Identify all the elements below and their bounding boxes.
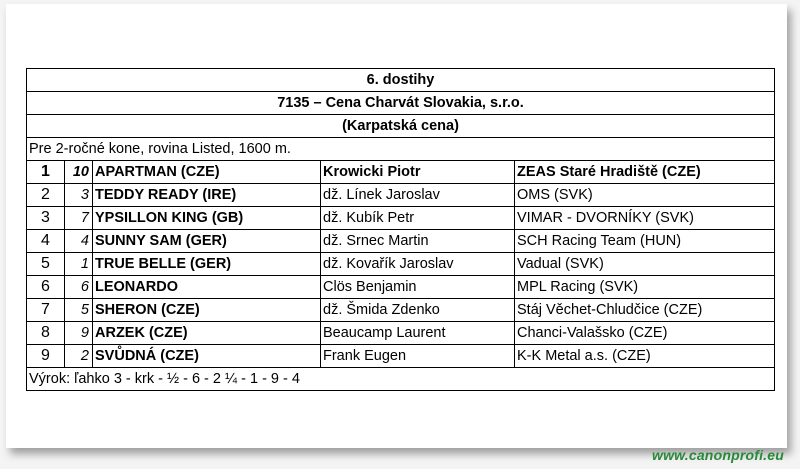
jockey-cell: Clös Benjamin bbox=[321, 276, 515, 299]
jockey-cell: dž. Kovařík Jaroslav bbox=[321, 253, 515, 276]
result-row bbox=[27, 184, 775, 207]
result-row bbox=[27, 253, 775, 276]
start-number-cell: 1 bbox=[65, 253, 93, 276]
owner-cell: Chanci-Valašsko (CZE) bbox=[515, 322, 775, 345]
race-number-title: 6. dostihy bbox=[27, 69, 775, 92]
result-row bbox=[27, 207, 775, 230]
owner-cell: ZEAS Staré Hradiště (CZE) bbox=[515, 161, 775, 184]
place-cell: 9 bbox=[27, 345, 65, 368]
start-number-cell: 5 bbox=[65, 299, 93, 322]
place-cell: 8 bbox=[27, 322, 65, 345]
jockey-cell: Krowicki Piotr bbox=[321, 161, 515, 184]
place-cell: 4 bbox=[27, 230, 65, 253]
result-row bbox=[27, 161, 775, 184]
horse-cell: SVŮDNÁ (CZE) bbox=[93, 345, 321, 368]
race-number-row bbox=[27, 69, 775, 92]
jockey-cell: Frank Eugen bbox=[321, 345, 515, 368]
start-number-cell: 3 bbox=[65, 184, 93, 207]
owner-cell: VIMAR - DVORNÍKY (SVK) bbox=[515, 207, 775, 230]
race-conditions-row bbox=[27, 138, 775, 161]
result-row bbox=[27, 322, 775, 345]
start-number-cell: 2 bbox=[65, 345, 93, 368]
owner-cell: Vadual (SVK) bbox=[515, 253, 775, 276]
document-sheet bbox=[6, 4, 787, 448]
owner-cell: SCH Racing Team (HUN) bbox=[515, 230, 775, 253]
result-row bbox=[27, 230, 775, 253]
jockey-cell: dž. Šmida Zdenko bbox=[321, 299, 515, 322]
place-cell: 6 bbox=[27, 276, 65, 299]
horse-cell: APARTMAN (CZE) bbox=[93, 161, 321, 184]
owner-cell: K-K Metal a.s. (CZE) bbox=[515, 345, 775, 368]
jockey-cell: dž. Srnec Martin bbox=[321, 230, 515, 253]
result-row bbox=[27, 299, 775, 322]
result-row bbox=[27, 345, 775, 368]
place-cell: 2 bbox=[27, 184, 65, 207]
race-conditions: Pre 2-ročné kone, rovina Listed, 1600 m. bbox=[27, 138, 775, 161]
jockey-cell: dž. Kubík Petr bbox=[321, 207, 515, 230]
start-number-cell: 6 bbox=[65, 276, 93, 299]
horse-cell: TRUE BELLE (GER) bbox=[93, 253, 321, 276]
race-subtitle-row bbox=[27, 115, 775, 138]
place-cell: 1 bbox=[27, 161, 65, 184]
owner-cell: MPL Racing (SVK) bbox=[515, 276, 775, 299]
race-name-row bbox=[27, 92, 775, 115]
horse-cell: SHERON (CZE) bbox=[93, 299, 321, 322]
verdict-row bbox=[27, 368, 775, 391]
place-cell: 3 bbox=[27, 207, 65, 230]
race-name: 7135 – Cena Charvát Slovakia, s.r.o. bbox=[27, 92, 775, 115]
horse-cell: LEONARDO bbox=[93, 276, 321, 299]
owner-cell: OMS (SVK) bbox=[515, 184, 775, 207]
race-subtitle: (Karpatská cena) bbox=[27, 115, 775, 138]
start-number-cell: 7 bbox=[65, 207, 93, 230]
race-verdict: Výrok: ľahko 3 - krk - ½ - 6 - 2 ¼ - 1 - 9 - 4 bbox=[27, 368, 775, 391]
horse-cell: ARZEK (CZE) bbox=[93, 322, 321, 345]
horse-cell: TEDDY READY (IRE) bbox=[93, 184, 321, 207]
place-cell: 7 bbox=[27, 299, 65, 322]
horse-cell: SUNNY SAM (GER) bbox=[93, 230, 321, 253]
place-cell: 5 bbox=[27, 253, 65, 276]
watermark-text: www.canonprofi.eu bbox=[652, 447, 784, 463]
start-number-cell: 9 bbox=[65, 322, 93, 345]
start-number-cell: 4 bbox=[65, 230, 93, 253]
jockey-cell: dž. Línek Jaroslav bbox=[321, 184, 515, 207]
horse-cell: YPSILLON KING (GB) bbox=[93, 207, 321, 230]
owner-cell: Stáj Věchet-Chludčice (CZE) bbox=[515, 299, 775, 322]
result-row bbox=[27, 276, 775, 299]
start-number-cell: 10 bbox=[65, 161, 93, 184]
race-results-table bbox=[26, 68, 775, 391]
jockey-cell: Beaucamp Laurent bbox=[321, 322, 515, 345]
